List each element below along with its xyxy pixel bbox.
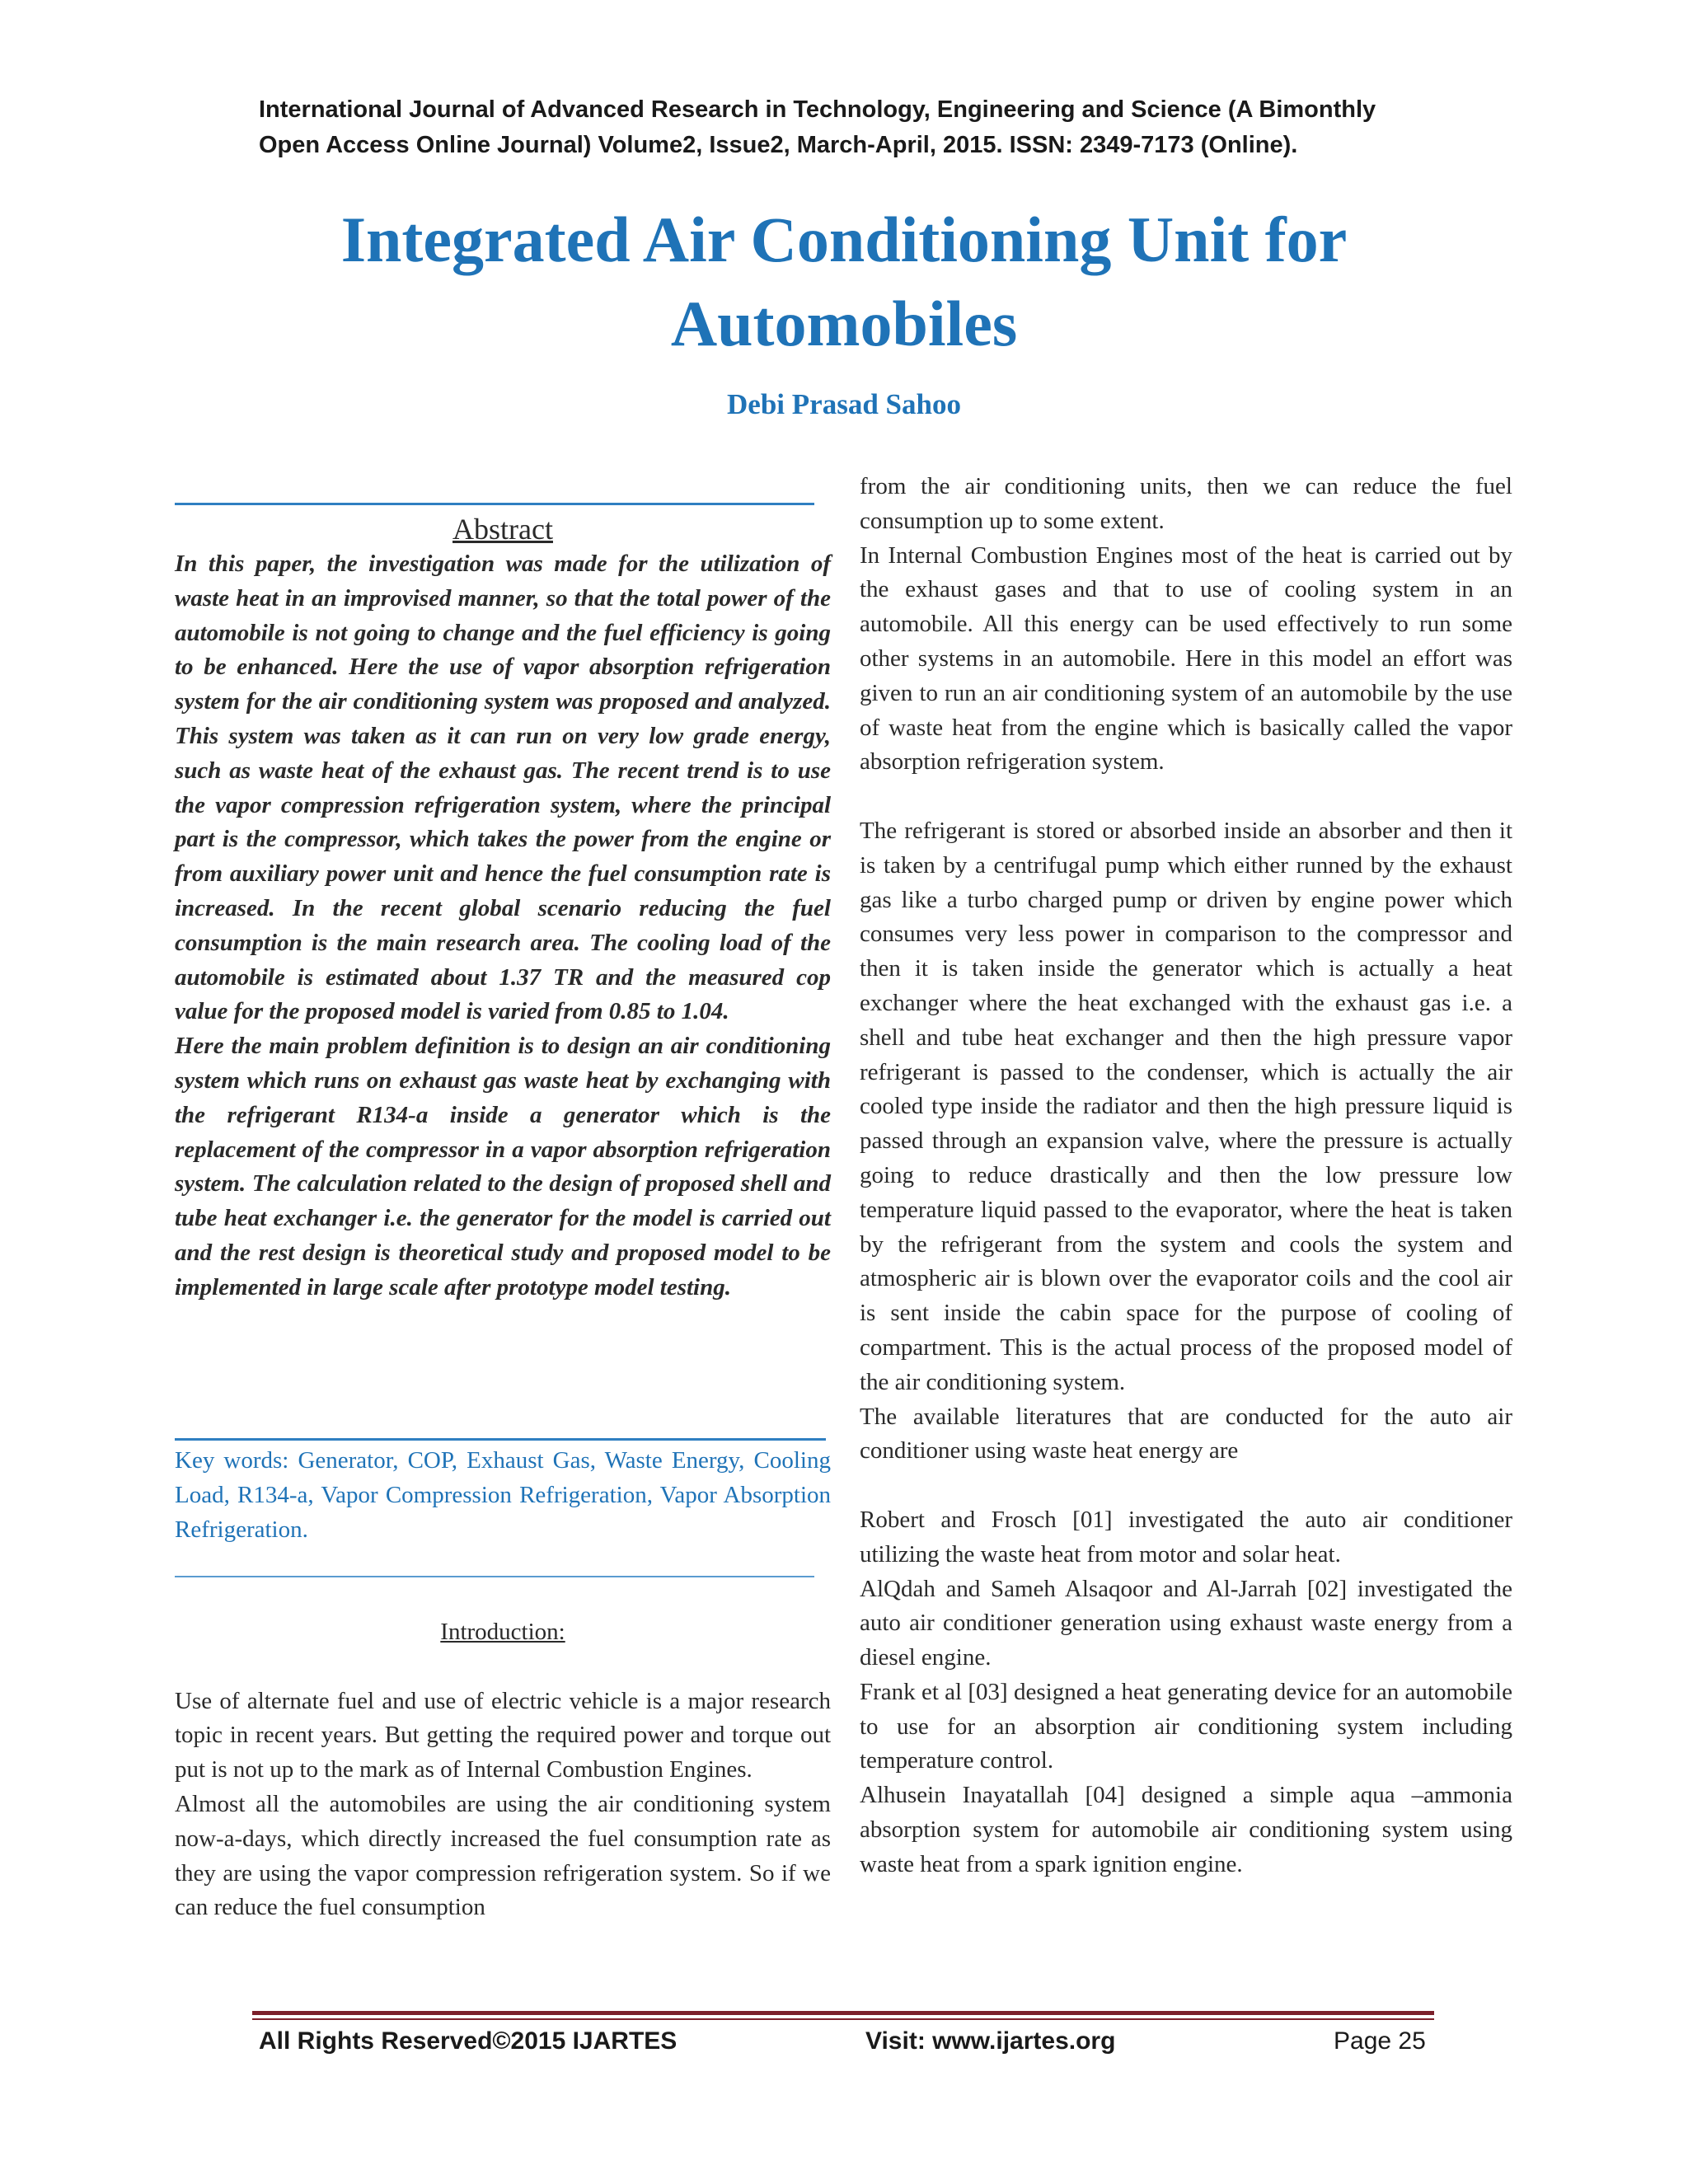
reference-summary: Frank et al [03] designed a heat generating device for an automobile to use for an absorption air conditioning system including temperature control.: [860, 1678, 1512, 1774]
keywords: [175, 1444, 831, 1547]
keywords-divider-top: [175, 1438, 826, 1441]
left-column: [175, 511, 831, 1305]
journal-header-line1: International Journal of Advanced Research in Technology, Engineering and Science (A Bimonthly: [259, 96, 1376, 123]
abstract-paragraph: Here the main problem definition is to design an air conditioning system which runs on exhaust gas waste heat by exchanging with the refrigerant R134-a inside a generator which is the replacement of the compressor in a vapor absorption refrigeration system. The calculation related to the design of proposed shell and tube heat exchanger i.e. the generator for the model is carried out and the rest design is theoretical study and proposed model to be implemented in large scale after prototype model testing.: [175, 1033, 831, 1301]
footer-rights: All Rights Reserved©2015 IJARTES: [259, 2027, 678, 2055]
introduction-section: [175, 1615, 831, 1925]
paper-title-line2: Automobiles: [670, 288, 1018, 359]
page-footer: [0, 2023, 1688, 2060]
body-paragraph: The available literatures that are conducted for the auto air conditioner using waste heat energy are: [860, 1403, 1512, 1465]
paper-title: [0, 198, 1688, 366]
journal-header: [259, 92, 1479, 163]
body-paragraph: The refrigerant is stored or absorbed inside an absorber and then it is taken by a centrifugal pump which either runned by the exhaust gas like a turbo charged pump or driven by engine power which consumes very less power in comparison to the compressor and then it is taken inside the generator which is actually a heat exchanger where the heat exchanged with the exhaust gas i.e. a shell and tube heat exchanger and then the high pressure vapor refrigerant is passed to the condenser, which is actually the air cooled type inside the radiator and then the high pressure liquid is passed through an expansion valve, where the pressure is actually going to reduce drastically and then the low pressure low temperature liquid passed to the evaporator, where the heat is taken by the refrigerant from the system and cools the system and atmospheric air is blown over the evaporator coils and the cool air is sent inside the cabin space for the purpose of cooling of compartment. This is the actual process of the proposed model of the air conditioning system.: [860, 817, 1512, 1395]
abstract-body: [175, 547, 831, 1305]
right-column: [860, 470, 1512, 1882]
paper-title-line1: Integrated Air Conditioning Unit for: [340, 204, 1348, 275]
footer-divider: [252, 2011, 1434, 2015]
journal-header-line2: Open Access Online Journal) Volume2, Issue2, March-April, 2015. ISSN: 2349-7173 (Online).: [259, 132, 1298, 158]
introduction-heading: Introduction:: [440, 1619, 565, 1645]
abstract-divider: [175, 503, 814, 505]
abstract-paragraph: In this paper, the investigation was made for the utilization of waste heat in an improvised manner, so that the total power of the automobile is not going to change and the fuel efficiency is going to be enhanced. Here the use of vapor absorption refrigeration system for the air conditioning system was proposed and analyzed. This system was taken as it can run on very low grade energy, such as waste heat of the exhaust gas. The recent trend is to use the vapor compression refrigeration system, where the principal part is the compressor, which takes the power from the engine or from auxiliary power unit and hence the fuel consumption rate is increased. In the recent global scenario reducing the fuel consumption is the main research area. The cooling load of the automobile is estimated about 1.37 TR and the measured cop value for the proposed model is varied from 0.85 to 1.04.: [175, 551, 831, 1025]
body-paragraph: In Internal Combustion Engines most of the heat is carried out by the exhaust gases and that to use of cooling system in an automobile. All this energy can be used effectively to run some other systems in an automobile. Here in this model an effort was given to run an air conditioning system of an automobile by the use of waste heat from the engine which is basically called the vapor absorption refrigeration system.: [860, 541, 1512, 776]
introduction-paragraph: Almost all the automobiles are using the air conditioning system now-a-days, which directly increased the fuel consumption rate as they are using the vapor compression refrigeration system. So if we can reduce the fuel consumption: [175, 1790, 831, 1921]
reference-summary: AlQdah and Sameh Alsaqoor and Al-Jarrah [02] investigated the auto air conditioner generation using exhaust waste energy from a diesel engine.: [860, 1575, 1512, 1671]
reference-summary: Alhusein Inayatallah [04] designed a simple aqua –ammonia absorption system for automobile air conditioning system using waste heat from a spark ignition engine.: [860, 1782, 1512, 1877]
keywords-text: Key words: Generator, COP, Exhaust Gas, Waste Energy, Cooling Load, R134-a, Vapor Compression Refrigeration, Vapor Absorption Refrigeration.: [175, 1447, 831, 1543]
reference-summary: Robert and Frosch [01] investigated the auto air conditioner utilizing the waste heat from motor and solar heat.: [860, 1506, 1512, 1568]
body-paragraph: from the air conditioning units, then we can reduce the fuel consumption up to some extent.: [860, 473, 1512, 534]
author-name: Debi Prasad Sahoo: [727, 388, 961, 420]
introduction-paragraph: Use of alternate fuel and use of electric vehicle is a major research topic in recent years. But getting the required power and torque out put is not up to the mark as of Internal Combustion Engines.: [175, 1687, 831, 1783]
footer-website: Visit: www.ijartes.org: [865, 2027, 1116, 2055]
footer-divider-thin: [252, 2018, 1434, 2020]
abstract-heading: Abstract: [452, 513, 553, 546]
page-number: Page 25: [1334, 2027, 1426, 2055]
keywords-divider-bottom: [175, 1576, 814, 1577]
